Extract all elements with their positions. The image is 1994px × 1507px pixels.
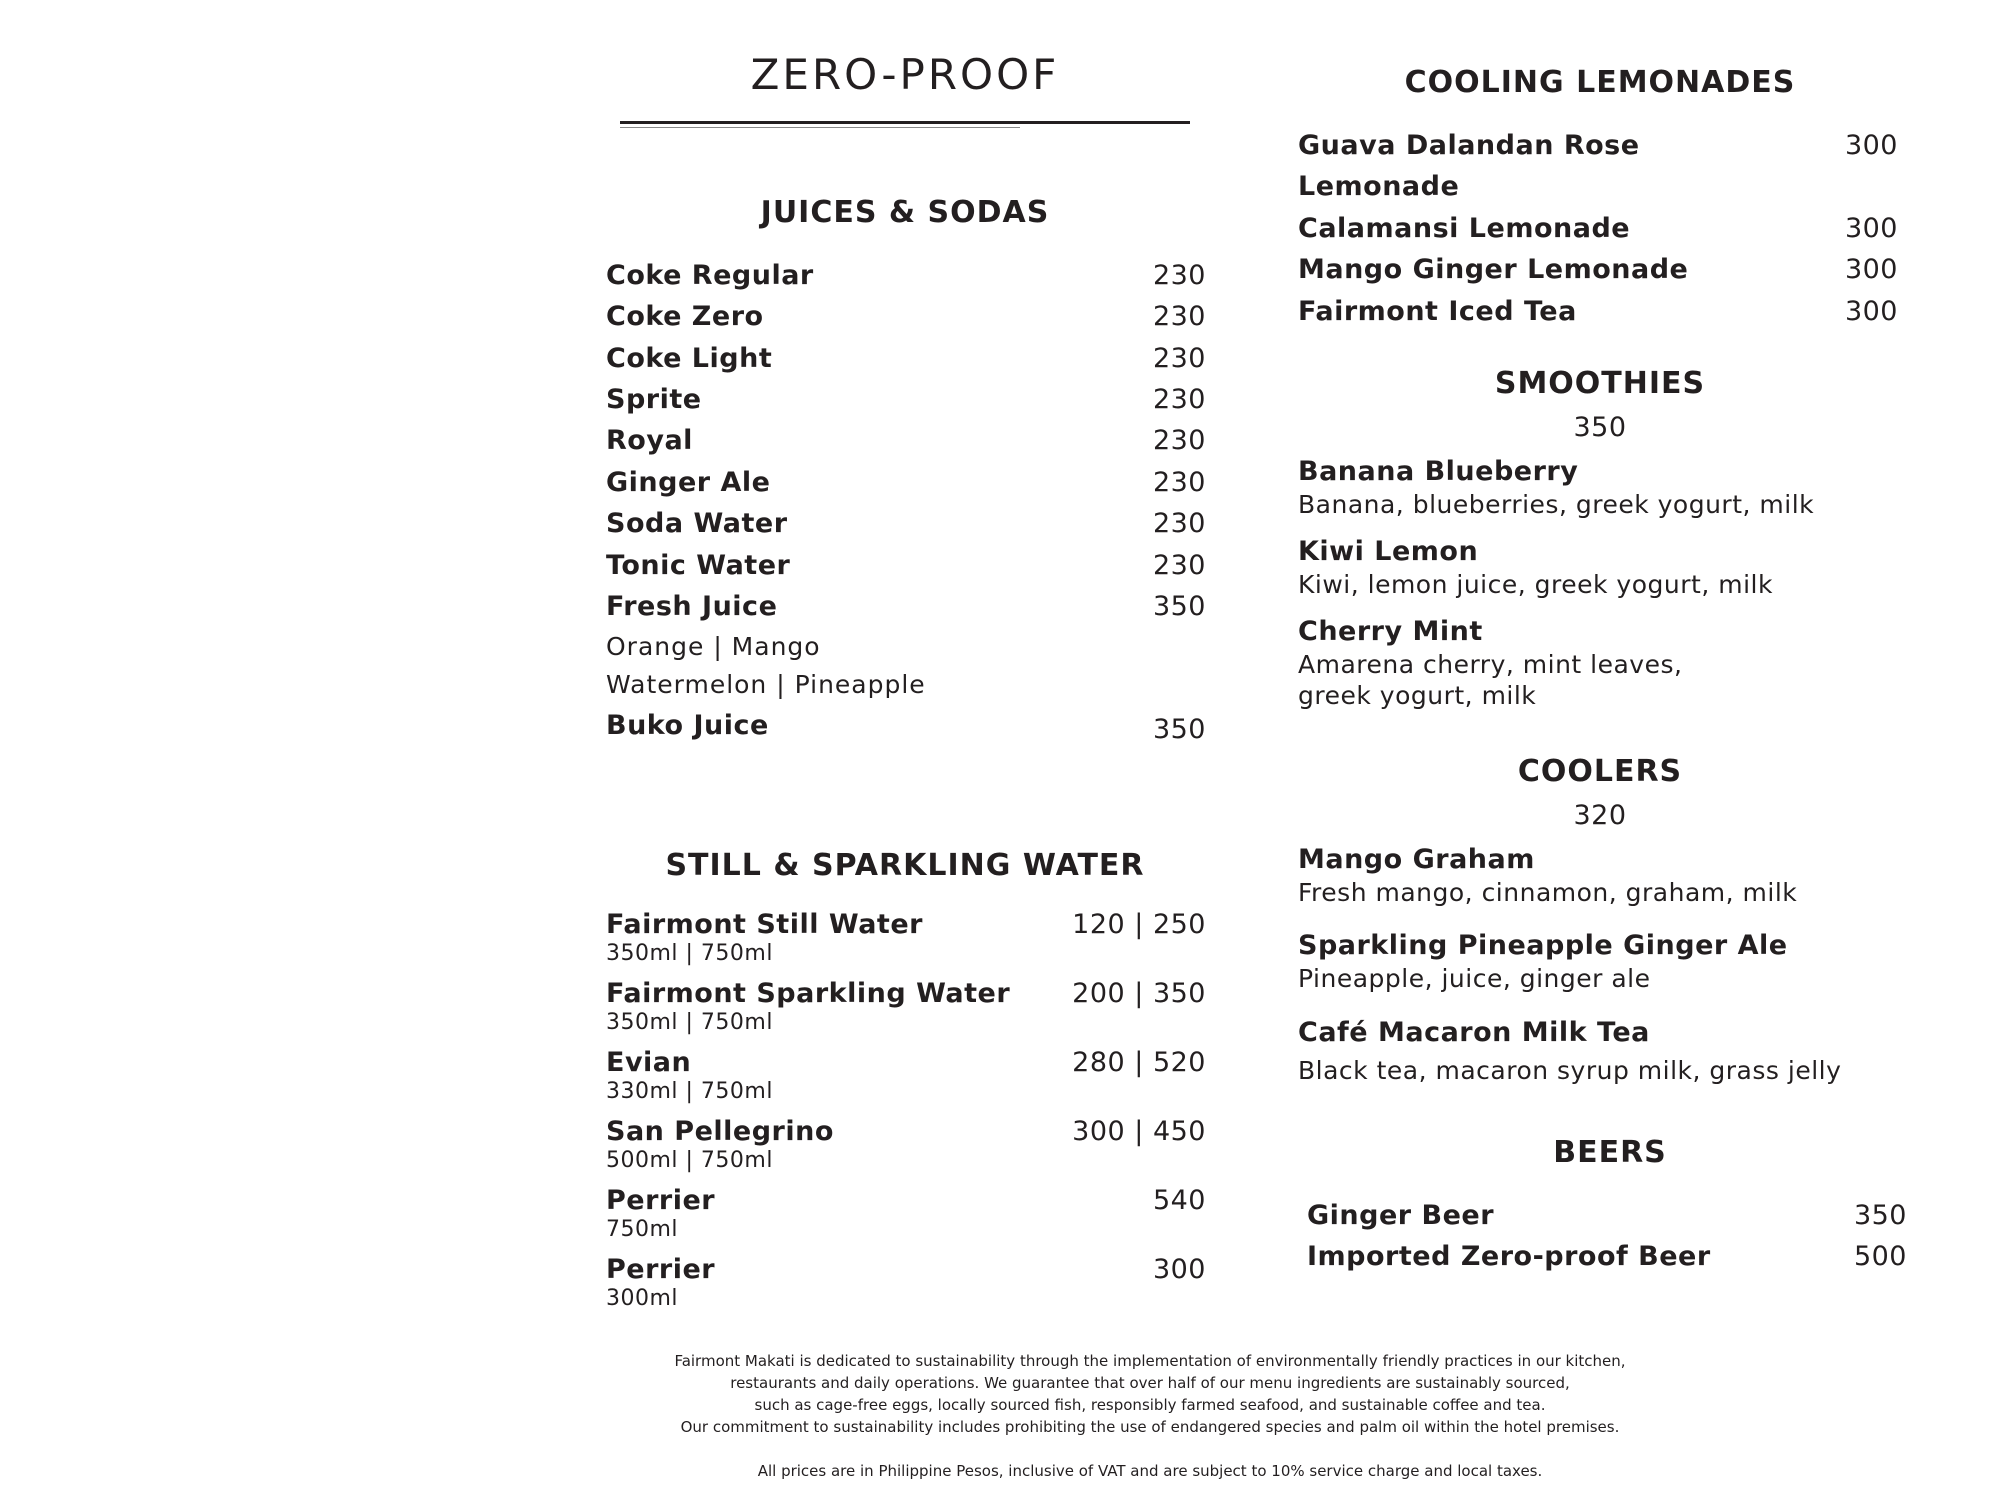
menu-item bbox=[1298, 254, 1898, 285]
item-name: Fairmont Sparkling Water bbox=[606, 978, 1011, 1009]
menu-item bbox=[606, 1254, 1206, 1285]
item-price: 300 | 450 bbox=[1072, 1116, 1206, 1147]
item-name: Perrier bbox=[606, 1254, 716, 1285]
menu-item bbox=[606, 591, 1206, 622]
item-name: San Pellegrino bbox=[606, 1116, 834, 1147]
item-price: 230 bbox=[1152, 260, 1206, 291]
item-volume: 500ml | 750ml bbox=[606, 1148, 773, 1173]
title-divider bbox=[620, 121, 1190, 124]
section-price: 350 bbox=[1573, 412, 1627, 443]
menu-item bbox=[606, 1185, 1206, 1216]
item-price: 230 bbox=[1152, 301, 1206, 332]
menu-item bbox=[606, 467, 1206, 498]
item-price: 230 bbox=[1152, 467, 1206, 498]
item-name: Ginger Beer bbox=[1307, 1200, 1495, 1231]
price-note: All prices are in Philippine Pesos, inclusive of VAT and are subject to 10% service charge and local taxes. bbox=[757, 1462, 1543, 1480]
item-name: Café Macaron Milk Tea bbox=[1298, 1017, 1650, 1048]
section-heading-coolers: COOLERS bbox=[1517, 754, 1683, 789]
footer-line: such as cage-free eggs, locally sourced fish, responsibly farmed seafood, and sustainable coffee and tea. bbox=[754, 1396, 1546, 1414]
menu-item bbox=[606, 384, 1206, 415]
item-price: 230 bbox=[1152, 508, 1206, 539]
menu-item bbox=[606, 978, 1206, 1009]
item-name: Mango Ginger Lemonade bbox=[1298, 254, 1689, 285]
item-volume: 350ml | 750ml bbox=[606, 1010, 773, 1035]
item-price: 300 bbox=[1844, 254, 1898, 285]
item-description: Banana, blueberries, greek yogurt, milk bbox=[1298, 490, 1815, 519]
item-name: Buko Juice bbox=[606, 710, 769, 741]
item-description: greek yogurt, milk bbox=[1298, 681, 1537, 710]
menu-item bbox=[606, 710, 1206, 745]
section-heading-beers: BEERS bbox=[1553, 1135, 1667, 1170]
menu-item bbox=[606, 260, 1206, 291]
item-name: Fresh Juice bbox=[606, 591, 778, 622]
item-price: 230 bbox=[1152, 384, 1206, 415]
menu-item bbox=[606, 343, 1206, 374]
item-name: Sparkling Pineapple Ginger Ale bbox=[1298, 930, 1788, 961]
menu-item bbox=[606, 1116, 1206, 1147]
item-name: Evian bbox=[606, 1047, 692, 1078]
menu-item bbox=[606, 508, 1206, 539]
item-volume: 350ml | 750ml bbox=[606, 941, 773, 966]
item-name: Cherry Mint bbox=[1298, 616, 1483, 647]
item-description: Black tea, macaron syrup milk, grass jelly bbox=[1298, 1056, 1842, 1085]
item-price: 230 bbox=[1152, 425, 1206, 456]
item-price: 230 bbox=[1152, 343, 1206, 374]
item-description: Pineapple, juice, ginger ale bbox=[1298, 964, 1651, 993]
section-heading-lemonades: COOLING LEMONADES bbox=[1404, 65, 1796, 100]
section-heading-water: STILL & SPARKLING WATER bbox=[665, 848, 1145, 883]
menu-item bbox=[606, 425, 1206, 456]
section-heading-juices: JUICES & SODAS bbox=[760, 195, 1050, 230]
item-name: Royal bbox=[606, 425, 693, 456]
menu-item bbox=[1298, 213, 1898, 244]
item-name: Soda Water bbox=[606, 508, 788, 539]
item-name-continued: Lemonade bbox=[1298, 171, 1460, 202]
menu-item bbox=[606, 301, 1206, 332]
item-price: 350 bbox=[1853, 1200, 1907, 1231]
item-name: Ginger Ale bbox=[606, 467, 771, 498]
footer-line: restaurants and daily operations. We guarantee that over half of our menu ingredients are sustainably sourced, bbox=[730, 1374, 1570, 1392]
item-price: 350 bbox=[1152, 714, 1206, 745]
menu-item bbox=[606, 909, 1206, 940]
item-price: 540 bbox=[1152, 1185, 1206, 1216]
menu-item bbox=[606, 1047, 1206, 1078]
menu-item bbox=[1298, 296, 1898, 327]
item-name: Banana Blueberry bbox=[1298, 456, 1579, 487]
item-name: Mango Graham bbox=[1298, 844, 1535, 875]
item-name: Imported Zero-proof Beer bbox=[1307, 1241, 1711, 1272]
menu-item bbox=[606, 550, 1206, 581]
item-name: Kiwi Lemon bbox=[1298, 536, 1479, 567]
menu-item bbox=[1307, 1200, 1907, 1231]
item-price: 300 bbox=[1152, 1254, 1206, 1285]
item-price: 350 bbox=[1152, 591, 1206, 622]
item-volume: 330ml | 750ml bbox=[606, 1079, 773, 1104]
footer-line: Our commitment to sustainability includes prohibiting the use of endangered species and palm oil within the hotel premises. bbox=[680, 1418, 1620, 1436]
item-volume: 750ml bbox=[606, 1217, 679, 1242]
item-name: Tonic Water bbox=[606, 550, 791, 581]
item-price: 300 bbox=[1844, 213, 1898, 244]
footer-line: Fairmont Makati is dedicated to sustainability through the implementation of environmentally friendly practices in our kitchen, bbox=[674, 1352, 1626, 1370]
item-name: Calamansi Lemonade bbox=[1298, 213, 1631, 244]
item-name: Fairmont Still Water bbox=[606, 909, 923, 940]
item-description: Amarena cherry, mint leaves, bbox=[1298, 650, 1683, 679]
item-price: 280 | 520 bbox=[1072, 1047, 1206, 1078]
item-price: 120 | 250 bbox=[1072, 909, 1206, 940]
item-price: 300 bbox=[1844, 296, 1898, 327]
sustainability-note bbox=[640, 1350, 1660, 1482]
title-divider-thin bbox=[620, 127, 1020, 128]
menu-item bbox=[1298, 130, 1898, 161]
item-price: 230 bbox=[1152, 550, 1206, 581]
item-price: 300 bbox=[1844, 130, 1898, 161]
fresh-juice-options: Watermelon | Pineapple bbox=[606, 670, 926, 699]
item-name: Coke Light bbox=[606, 343, 773, 374]
item-description: Kiwi, lemon juice, greek yogurt, milk bbox=[1298, 570, 1773, 599]
item-description: Fresh mango, cinnamon, graham, milk bbox=[1298, 878, 1798, 907]
item-price: 200 | 350 bbox=[1072, 978, 1206, 1009]
page-title: ZERO-PROOF bbox=[750, 50, 1060, 99]
section-price: 320 bbox=[1573, 800, 1627, 831]
fresh-juice-options: Orange | Mango bbox=[606, 632, 821, 661]
item-name: Sprite bbox=[606, 384, 702, 415]
item-name: Guava Dalandan Rose bbox=[1298, 130, 1640, 161]
item-name: Fairmont Iced Tea bbox=[1298, 296, 1577, 327]
item-name: Coke Zero bbox=[606, 301, 764, 332]
item-price: 500 bbox=[1853, 1241, 1907, 1272]
item-volume: 300ml bbox=[606, 1286, 679, 1311]
section-heading-smoothies: SMOOTHIES bbox=[1494, 366, 1706, 401]
footer-spacer bbox=[640, 1438, 1660, 1460]
item-name: Coke Regular bbox=[606, 260, 814, 291]
item-name: Perrier bbox=[606, 1185, 716, 1216]
menu-item bbox=[1307, 1241, 1907, 1272]
